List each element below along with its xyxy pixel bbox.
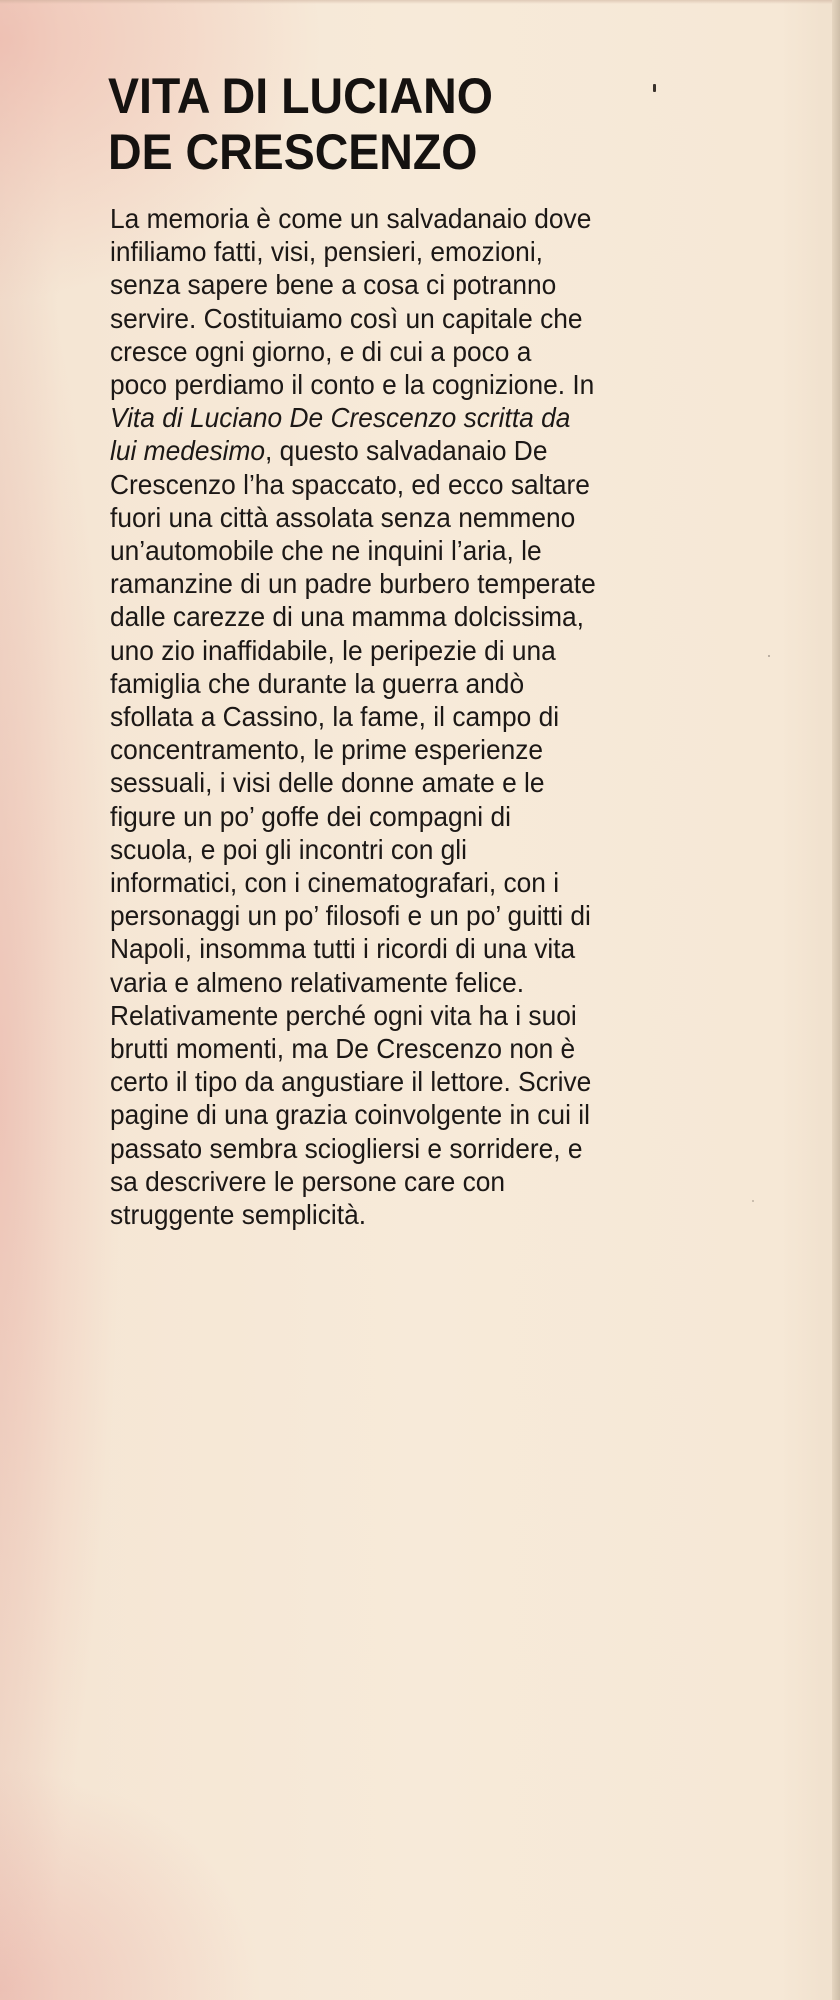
- paper-speck: [768, 655, 770, 657]
- blurb-line: personaggi un po’ filosofi e un po’ guitti di: [110, 900, 591, 932]
- book-title-italic-end: lui medesimo: [110, 435, 266, 467]
- blurb-line: passato sembra sciogliersi e sorridere, e: [110, 1132, 583, 1164]
- blurb-line: servire. Costituiamo così un capitale che: [110, 302, 583, 334]
- blurb-line: figure un po’ goffe dei compagni di: [110, 800, 511, 832]
- blurb-line: Crescenzo l’ha spaccato, ed ecco saltare: [110, 468, 590, 500]
- blurb-line: struggente semplicità.: [110, 1199, 367, 1231]
- top-edge-shadow: [0, 0, 840, 4]
- blurb-line: cresce ogni giorno, e di cui a poco a: [110, 335, 532, 367]
- book-title: [108, 68, 493, 180]
- blurb-line-italic: [110, 401, 740, 434]
- blurb-line: un’automobile che ne inquini l’aria, le: [110, 535, 542, 567]
- blurb-line: sa descrivere le persone care con: [110, 1165, 506, 1197]
- blurb-line: senza sapere bene a cosa ci potranno: [110, 269, 557, 301]
- blurb-line: infiliamo fatti, visi, pensieri, emozioni,: [110, 236, 543, 268]
- title-line-2: DE CRESCENZO: [108, 124, 478, 180]
- blurb-text: [110, 202, 740, 1231]
- blurb-line: sfollata a Cassino, la fame, il campo di: [110, 701, 560, 733]
- title-line-1: VITA DI LUCIANO: [108, 68, 493, 124]
- blurb-line: certo il tipo da angustiare il lettore. Scrive: [110, 1066, 592, 1098]
- blurb-line: concentramento, le prime esperienze: [110, 734, 544, 766]
- blurb-line: pagine di una grazia coinvolgente in cui il: [110, 1099, 590, 1131]
- blurb-line: poco perdiamo il conto e la cognizione. In: [110, 369, 595, 401]
- right-edge-fold: [832, 0, 840, 2000]
- blurb-line-rest: , questo salvadanaio De: [265, 435, 548, 467]
- book-title-italic: Vita di Luciano De Crescenzo scritta da: [110, 402, 571, 434]
- blurb-line: varia e almeno relativamente felice.: [110, 966, 525, 998]
- blurb-line: dalle carezze di una mamma dolcissima,: [110, 601, 584, 633]
- blurb-line: ramanzine di un padre burbero temperate: [110, 568, 596, 600]
- blurb-line: fuori una città assolata senza nemmeno: [110, 501, 576, 533]
- blurb-line: brutti momenti, ma De Crescenzo non è: [110, 1033, 576, 1065]
- paper-speck: [752, 1200, 754, 1202]
- blurb-line: famiglia che durante la guerra andò: [110, 667, 525, 699]
- blurb-line: informatici, con i cinematografari, con i: [110, 867, 560, 899]
- blurb-line: Napoli, insomma tutti i ricordi di una vita: [110, 933, 576, 965]
- blurb-line: sessuali, i visi delle donne amate e le: [110, 767, 545, 799]
- blurb-line: Relativamente perché ogni vita ha i suoi: [110, 999, 577, 1031]
- blurb-line: [110, 434, 740, 467]
- paper-speck: [653, 84, 656, 92]
- blurb-line: uno zio inaffidabile, le peripezie di una: [110, 634, 556, 666]
- blurb-line: scuola, e poi gli incontri con gli: [110, 833, 467, 865]
- blurb-line: La memoria è come un salvadanaio dove: [110, 203, 592, 234]
